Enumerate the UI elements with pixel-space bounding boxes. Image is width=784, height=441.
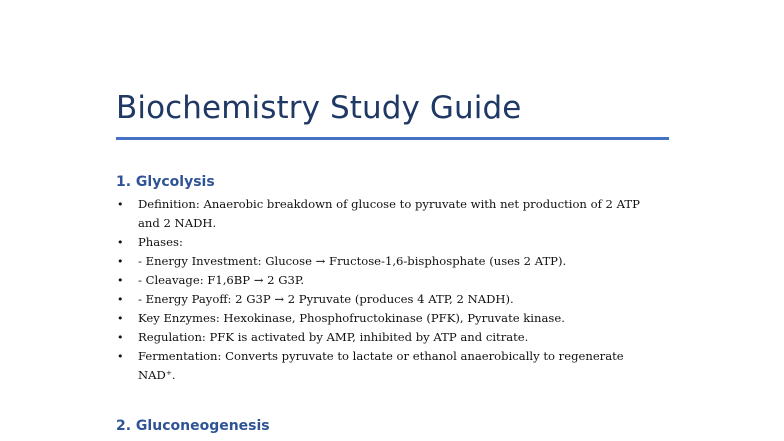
list-item bbox=[116, 271, 656, 290]
bullet-icon: • bbox=[117, 274, 124, 287]
list-item bbox=[116, 195, 656, 233]
list-item-text: - Cleavage: F1,6BP → 2 G3P. bbox=[138, 273, 305, 287]
list-item bbox=[116, 290, 656, 309]
section-heading-gluconeogenesis: 2. Gluconeogenesis bbox=[116, 418, 270, 434]
bullet-icon: • bbox=[117, 312, 124, 325]
bullet-icon: • bbox=[117, 255, 124, 268]
list-item-text: - Energy Payoff: 2 G3P → 2 Pyruvate (produces 4 ATP, 2 NADH). bbox=[138, 292, 514, 306]
title-underline-rule bbox=[116, 137, 669, 140]
list-item bbox=[116, 233, 656, 252]
document-title: Biochemistry Study Guide bbox=[116, 90, 522, 126]
glycolysis-bullet-list bbox=[116, 195, 656, 385]
bullet-icon: • bbox=[117, 331, 124, 344]
bullet-icon: • bbox=[117, 198, 124, 211]
list-item-text: - Energy Investment: Glucose → Fructose-1,6-bisphosphate (uses 2 ATP). bbox=[138, 254, 567, 268]
list-item bbox=[116, 347, 656, 385]
list-item-text: Phases: bbox=[138, 235, 183, 249]
list-item-text: Regulation: PFK is activated by AMP, inhibited by ATP and citrate. bbox=[138, 330, 529, 344]
list-item bbox=[116, 328, 656, 347]
list-item bbox=[116, 309, 656, 328]
list-item-text: Fermentation: Converts pyruvate to lactate or ethanol anaerobically to regenerate NAD⁺. bbox=[138, 349, 624, 382]
section-heading-glycolysis: 1. Glycolysis bbox=[116, 174, 215, 190]
bullet-icon: • bbox=[117, 236, 124, 249]
bullet-icon: • bbox=[117, 293, 124, 306]
list-item bbox=[116, 252, 656, 271]
list-item-text: Key Enzymes: Hexokinase, Phosphofructokinase (PFK), Pyruvate kinase. bbox=[138, 311, 565, 325]
list-item-text: Definition: Anaerobic breakdown of glucose to pyruvate with net production of 2 ATP and 2 NADH. bbox=[138, 197, 640, 230]
bullet-icon: • bbox=[117, 350, 124, 363]
